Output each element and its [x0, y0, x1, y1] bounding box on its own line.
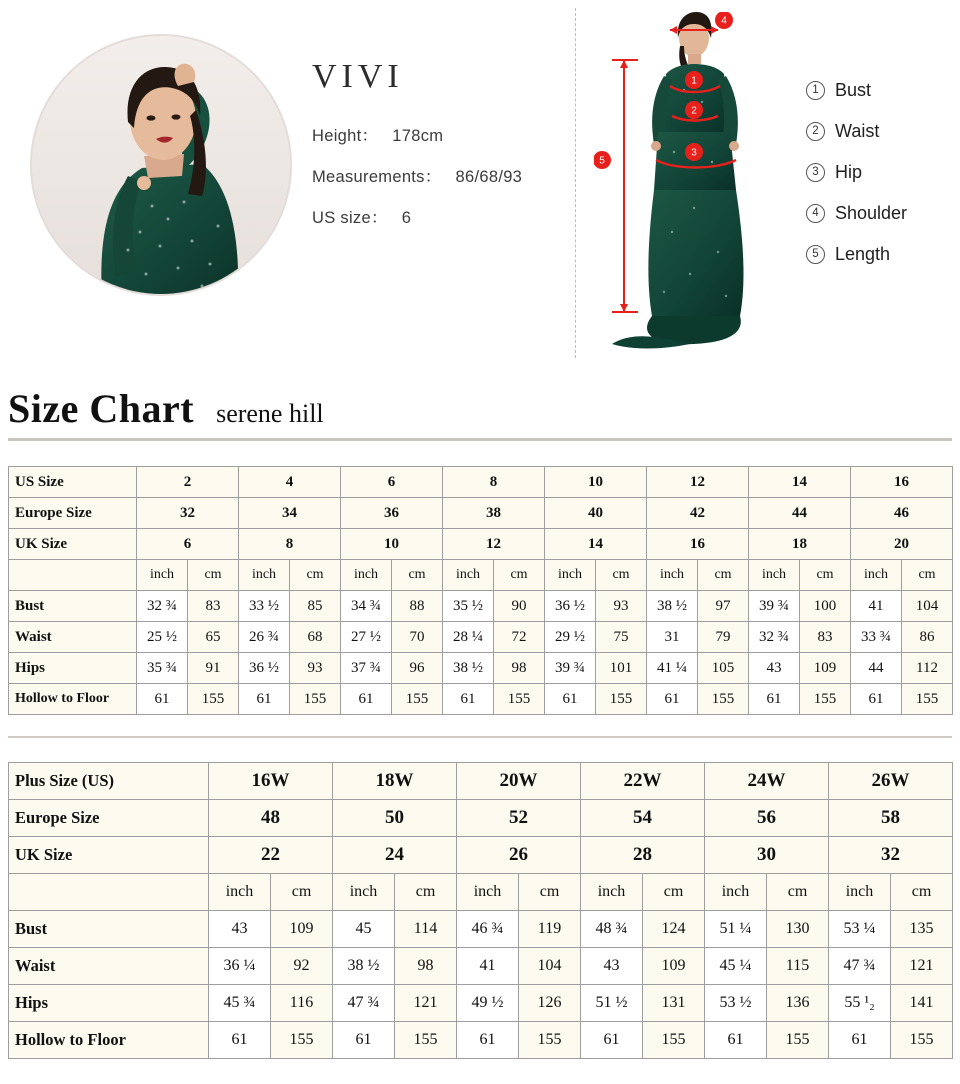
t1-unit-0: inch	[137, 560, 188, 591]
t2-waist-4: 41	[457, 948, 519, 985]
t2-hips-11: 141	[891, 985, 953, 1022]
t1-uk-size-6: 18	[749, 529, 851, 560]
t1-hollow-12: 61	[749, 684, 800, 715]
t2-eu-size-5: 58	[829, 800, 953, 837]
t1-waist-10: 31	[647, 622, 698, 653]
spec-measurements-value: 86/68/93	[455, 168, 523, 186]
legend-number-4: 4	[806, 204, 825, 223]
t2-waist-2: 38 ½	[333, 948, 395, 985]
t2-hips-3: 121	[395, 985, 457, 1022]
t1-uk-size-1: 8	[239, 529, 341, 560]
t1-bust-2: 33 ½	[239, 591, 290, 622]
t2-hollow-0: 61	[209, 1022, 271, 1059]
page-title	[8, 385, 324, 432]
t1-hollow-5: 155	[392, 684, 443, 715]
t2-bust-5: 119	[519, 911, 581, 948]
table-row	[9, 911, 953, 948]
table-row	[9, 467, 953, 498]
t1-bust-10: 38 ½	[647, 591, 698, 622]
t2-bust-4: 46 ¾	[457, 911, 519, 948]
t1-waist-2: 26 ¾	[239, 622, 290, 653]
t2-bust-8: 51 ¼	[705, 911, 767, 948]
legend-label-shoulder: Shoulder	[835, 203, 908, 223]
t2-hollow-2: 61	[333, 1022, 395, 1059]
t1-hips-0: 35 ¾	[137, 653, 188, 684]
t2-unit-4: inch	[457, 874, 519, 911]
title-divider	[8, 438, 952, 441]
t2-plus-size-4: 24W	[705, 763, 829, 800]
t2-hollow-3: 155	[395, 1022, 457, 1059]
t1-unit-9: cm	[596, 560, 647, 591]
spec-measurements	[312, 163, 582, 187]
dress-measurement-illustration	[594, 12, 794, 357]
t2-bust-11: 135	[891, 911, 953, 948]
measurement-legend	[806, 80, 956, 285]
t1-us-size-0: 2	[137, 467, 239, 498]
t2-row-label-europe-size: Europe Size	[9, 800, 209, 837]
t1-eu-size-2: 36	[341, 498, 443, 529]
model-photo	[30, 34, 292, 296]
t1-waist-12: 32 ¾	[749, 622, 800, 653]
t1-hollow-11: 155	[698, 684, 749, 715]
t2-waist-6: 43	[581, 948, 643, 985]
table-row-units	[9, 874, 953, 911]
t1-bust-4: 34 ¾	[341, 591, 392, 622]
t1-eu-size-0: 32	[137, 498, 239, 529]
t1-bust-0: 32 ¾	[137, 591, 188, 622]
t2-unit-11: cm	[891, 874, 953, 911]
t1-waist-11: 79	[698, 622, 749, 653]
t1-hollow-14: 61	[851, 684, 902, 715]
t1-waist-15: 86	[902, 622, 953, 653]
t2-hips-0: 45 ¾	[209, 985, 271, 1022]
t2-plus-size-3: 22W	[581, 763, 705, 800]
legend-item-length	[806, 244, 956, 265]
t1-hollow-1: 155	[188, 684, 239, 715]
t1-unit-11: cm	[698, 560, 749, 591]
plus-size-table	[8, 762, 953, 1059]
t1-unit-5: cm	[392, 560, 443, 591]
legend-number-3: 3	[806, 163, 825, 182]
legend-label-waist: Waist	[835, 121, 880, 141]
t1-unit-4: inch	[341, 560, 392, 591]
t1-us-size-1: 4	[239, 467, 341, 498]
t2-unit-0: inch	[209, 874, 271, 911]
t1-hips-14: 44	[851, 653, 902, 684]
t1-hollow-4: 61	[341, 684, 392, 715]
legend-item-bust	[806, 80, 956, 101]
table-row	[9, 684, 953, 715]
t1-us-size-3: 8	[443, 467, 545, 498]
t1-bust-12: 39 ¾	[749, 591, 800, 622]
table-row-units	[9, 560, 953, 591]
marker-4-label: 4	[721, 15, 727, 27]
t1-bust-13: 100	[800, 591, 851, 622]
t2-waist-10: 47 ¾	[829, 948, 891, 985]
t2-waist-0: 36 ¼	[209, 948, 271, 985]
t2-waist-3: 98	[395, 948, 457, 985]
t2-row-label-waist: Waist	[9, 948, 209, 985]
t2-bust-6: 48 ¾	[581, 911, 643, 948]
t2-row-label-plus-size: Plus Size (US)	[9, 763, 209, 800]
table-row	[9, 837, 953, 874]
legend-number-1: 1	[806, 81, 825, 100]
t1-bust-15: 104	[902, 591, 953, 622]
table-row	[9, 985, 953, 1022]
t2-hips-9: 136	[767, 985, 829, 1022]
model-info	[312, 58, 582, 245]
t2-hollow-5: 155	[519, 1022, 581, 1059]
t1-hips-9: 101	[596, 653, 647, 684]
page-title-sub: serene hill	[216, 399, 324, 428]
t1-eu-size-3: 38	[443, 498, 545, 529]
legend-number-2: 2	[806, 122, 825, 141]
t2-plus-size-5: 26W	[829, 763, 953, 800]
t1-hollow-6: 61	[443, 684, 494, 715]
t2-hollow-4: 61	[457, 1022, 519, 1059]
legend-item-hip	[806, 162, 956, 183]
t2-hollow-11: 155	[891, 1022, 953, 1059]
t2-eu-size-0: 48	[209, 800, 333, 837]
t1-hollow-15: 155	[902, 684, 953, 715]
t1-unit-2: inch	[239, 560, 290, 591]
table-row	[9, 800, 953, 837]
t2-hips-1: 116	[271, 985, 333, 1022]
t2-bust-1: 109	[271, 911, 333, 948]
t2-waist-7: 109	[643, 948, 705, 985]
t1-row-label-waist: Waist	[9, 622, 137, 653]
t2-row-label-hips: Hips	[9, 985, 209, 1022]
t2-row-label-hollow-to-floor: Hollow to Floor	[9, 1022, 209, 1059]
t1-hollow-7: 155	[494, 684, 545, 715]
t1-uk-size-2: 10	[341, 529, 443, 560]
t2-hips-4: 49 ½	[457, 985, 519, 1022]
t1-hips-1: 91	[188, 653, 239, 684]
t1-bust-8: 36 ½	[545, 591, 596, 622]
t1-eu-size-4: 40	[545, 498, 647, 529]
t2-waist-5: 104	[519, 948, 581, 985]
t1-unit-13: cm	[800, 560, 851, 591]
measurement-diagram	[575, 8, 790, 358]
t1-uk-size-3: 12	[443, 529, 545, 560]
t2-plus-size-0: 16W	[209, 763, 333, 800]
t2-row-label-uk-size: UK Size	[9, 837, 209, 874]
t1-us-size-5: 12	[647, 467, 749, 498]
t1-hollow-3: 155	[290, 684, 341, 715]
table-row	[9, 948, 953, 985]
t1-hollow-8: 61	[545, 684, 596, 715]
t1-bust-3: 85	[290, 591, 341, 622]
t1-hollow-0: 61	[137, 684, 188, 715]
brand-name: VIVI	[312, 58, 404, 95]
t2-waist-9: 115	[767, 948, 829, 985]
hero-section	[0, 0, 960, 368]
t1-hips-13: 109	[800, 653, 851, 684]
t1-bust-1: 83	[188, 591, 239, 622]
t1-uk-size-0: 6	[137, 529, 239, 560]
t2-plus-size-1: 18W	[333, 763, 457, 800]
t1-unit-row-label	[9, 560, 137, 591]
t2-bust-9: 130	[767, 911, 829, 948]
t2-eu-size-1: 50	[333, 800, 457, 837]
t1-unit-3: cm	[290, 560, 341, 591]
t1-hips-15: 112	[902, 653, 953, 684]
t1-row-label-hips: Hips	[9, 653, 137, 684]
t1-eu-size-7: 46	[851, 498, 953, 529]
t1-unit-12: inch	[749, 560, 800, 591]
t1-bust-11: 97	[698, 591, 749, 622]
table-divider	[8, 736, 952, 738]
t1-hollow-10: 61	[647, 684, 698, 715]
spec-measurements-label: Measurements：	[312, 168, 442, 186]
t1-waist-7: 72	[494, 622, 545, 653]
table-row	[9, 529, 953, 560]
t1-unit-10: inch	[647, 560, 698, 591]
t1-us-size-4: 10	[545, 467, 647, 498]
t2-eu-size-4: 56	[705, 800, 829, 837]
t1-unit-8: inch	[545, 560, 596, 591]
spec-height	[312, 122, 582, 146]
t1-waist-13: 83	[800, 622, 851, 653]
t2-unit-row-label	[9, 874, 209, 911]
t2-bust-2: 45	[333, 911, 395, 948]
t2-hollow-6: 61	[581, 1022, 643, 1059]
t1-uk-size-7: 20	[851, 529, 953, 560]
t1-uk-size-4: 14	[545, 529, 647, 560]
t1-waist-8: 29 ½	[545, 622, 596, 653]
spec-height-label: Height：	[312, 127, 379, 145]
t1-row-label-hollow-to-floor: Hollow to Floor	[9, 684, 137, 715]
t1-row-label-uk-size: UK Size	[9, 529, 137, 560]
t2-unit-7: cm	[643, 874, 705, 911]
t1-bust-14: 41	[851, 591, 902, 622]
standard-size-table	[8, 466, 953, 715]
t1-bust-5: 88	[392, 591, 443, 622]
t1-waist-6: 28 ¼	[443, 622, 494, 653]
marker-3-label: 3	[691, 147, 697, 159]
t2-hollow-9: 155	[767, 1022, 829, 1059]
t1-hollow-13: 155	[800, 684, 851, 715]
t2-hips-5: 126	[519, 985, 581, 1022]
t2-unit-6: inch	[581, 874, 643, 911]
table-row	[9, 1022, 953, 1059]
t1-unit-6: inch	[443, 560, 494, 591]
t1-unit-1: cm	[188, 560, 239, 591]
legend-label-bust: Bust	[835, 80, 872, 100]
marker-2-label: 2	[691, 105, 697, 117]
t2-unit-5: cm	[519, 874, 581, 911]
t2-bust-0: 43	[209, 911, 271, 948]
t2-hollow-7: 155	[643, 1022, 705, 1059]
t1-row-label-europe-size: Europe Size	[9, 498, 137, 529]
t1-hips-6: 38 ½	[443, 653, 494, 684]
spec-us-size-label: US size：	[312, 209, 388, 227]
t2-unit-8: inch	[705, 874, 767, 911]
t1-waist-9: 75	[596, 622, 647, 653]
t1-hips-12: 43	[749, 653, 800, 684]
t2-hollow-10: 61	[829, 1022, 891, 1059]
t2-hips-10: 55 ¹₂	[829, 985, 891, 1022]
t2-uk-size-0: 22	[209, 837, 333, 874]
marker-5-label: 5	[599, 155, 605, 167]
t1-eu-size-1: 34	[239, 498, 341, 529]
t2-unit-3: cm	[395, 874, 457, 911]
t1-hips-3: 93	[290, 653, 341, 684]
spec-height-value: 178cm	[392, 127, 444, 145]
legend-item-waist	[806, 121, 956, 142]
t1-bust-7: 90	[494, 591, 545, 622]
t1-unit-14: inch	[851, 560, 902, 591]
t1-waist-0: 25 ½	[137, 622, 188, 653]
t1-waist-14: 33 ¾	[851, 622, 902, 653]
t1-hips-8: 39 ¾	[545, 653, 596, 684]
t1-us-size-6: 14	[749, 467, 851, 498]
t1-row-label-us-size: US Size	[9, 467, 137, 498]
t2-eu-size-3: 54	[581, 800, 705, 837]
t2-uk-size-1: 24	[333, 837, 457, 874]
t1-eu-size-6: 44	[749, 498, 851, 529]
t1-waist-4: 27 ½	[341, 622, 392, 653]
spec-us-size	[312, 204, 582, 228]
t2-hips-6: 51 ½	[581, 985, 643, 1022]
t1-bust-6: 35 ½	[443, 591, 494, 622]
t2-hollow-1: 155	[271, 1022, 333, 1059]
t1-hollow-9: 155	[596, 684, 647, 715]
t2-plus-size-2: 20W	[457, 763, 581, 800]
t2-unit-1: cm	[271, 874, 333, 911]
t1-unit-15: cm	[902, 560, 953, 591]
table-row	[9, 498, 953, 529]
t2-bust-10: 53 ¼	[829, 911, 891, 948]
t2-hips-7: 131	[643, 985, 705, 1022]
model-portrait-illustration	[32, 36, 292, 296]
table-row	[9, 763, 953, 800]
t2-waist-11: 121	[891, 948, 953, 985]
t1-hips-2: 36 ½	[239, 653, 290, 684]
t2-hollow-8: 61	[705, 1022, 767, 1059]
t1-eu-size-5: 42	[647, 498, 749, 529]
t1-unit-7: cm	[494, 560, 545, 591]
t2-uk-size-3: 28	[581, 837, 705, 874]
t2-bust-3: 114	[395, 911, 457, 948]
t2-waist-8: 45 ¼	[705, 948, 767, 985]
legend-number-5: 5	[806, 245, 825, 264]
table-row	[9, 653, 953, 684]
t1-waist-3: 68	[290, 622, 341, 653]
t2-unit-9: cm	[767, 874, 829, 911]
t1-bust-9: 93	[596, 591, 647, 622]
t1-hips-5: 96	[392, 653, 443, 684]
t2-bust-7: 124	[643, 911, 705, 948]
t1-hips-7: 98	[494, 653, 545, 684]
t2-unit-10: inch	[829, 874, 891, 911]
t1-hips-10: 41 ¼	[647, 653, 698, 684]
t2-row-label-bust: Bust	[9, 911, 209, 948]
marker-1-label: 1	[691, 75, 697, 87]
t1-us-size-7: 16	[851, 467, 953, 498]
t2-uk-size-4: 30	[705, 837, 829, 874]
page-title-main: Size Chart	[8, 386, 195, 431]
legend-item-shoulder	[806, 203, 956, 224]
t2-hips-2: 47 ¾	[333, 985, 395, 1022]
standard-size-table-wrap	[8, 466, 953, 715]
t2-uk-size-2: 26	[457, 837, 581, 874]
t1-waist-1: 65	[188, 622, 239, 653]
table-row	[9, 622, 953, 653]
t1-us-size-2: 6	[341, 467, 443, 498]
t2-waist-1: 92	[271, 948, 333, 985]
t1-hips-11: 105	[698, 653, 749, 684]
plus-size-table-wrap	[8, 762, 953, 1059]
spec-us-size-value: 6	[401, 209, 412, 227]
table-row	[9, 591, 953, 622]
t1-waist-5: 70	[392, 622, 443, 653]
legend-label-hip: Hip	[835, 162, 863, 182]
t1-uk-size-5: 16	[647, 529, 749, 560]
t2-unit-2: inch	[333, 874, 395, 911]
t2-hips-8: 53 ½	[705, 985, 767, 1022]
t1-hollow-2: 61	[239, 684, 290, 715]
t1-hips-4: 37 ¾	[341, 653, 392, 684]
t1-row-label-bust: Bust	[9, 591, 137, 622]
t2-eu-size-2: 52	[457, 800, 581, 837]
legend-label-length: Length	[835, 244, 891, 264]
t2-uk-size-5: 32	[829, 837, 953, 874]
